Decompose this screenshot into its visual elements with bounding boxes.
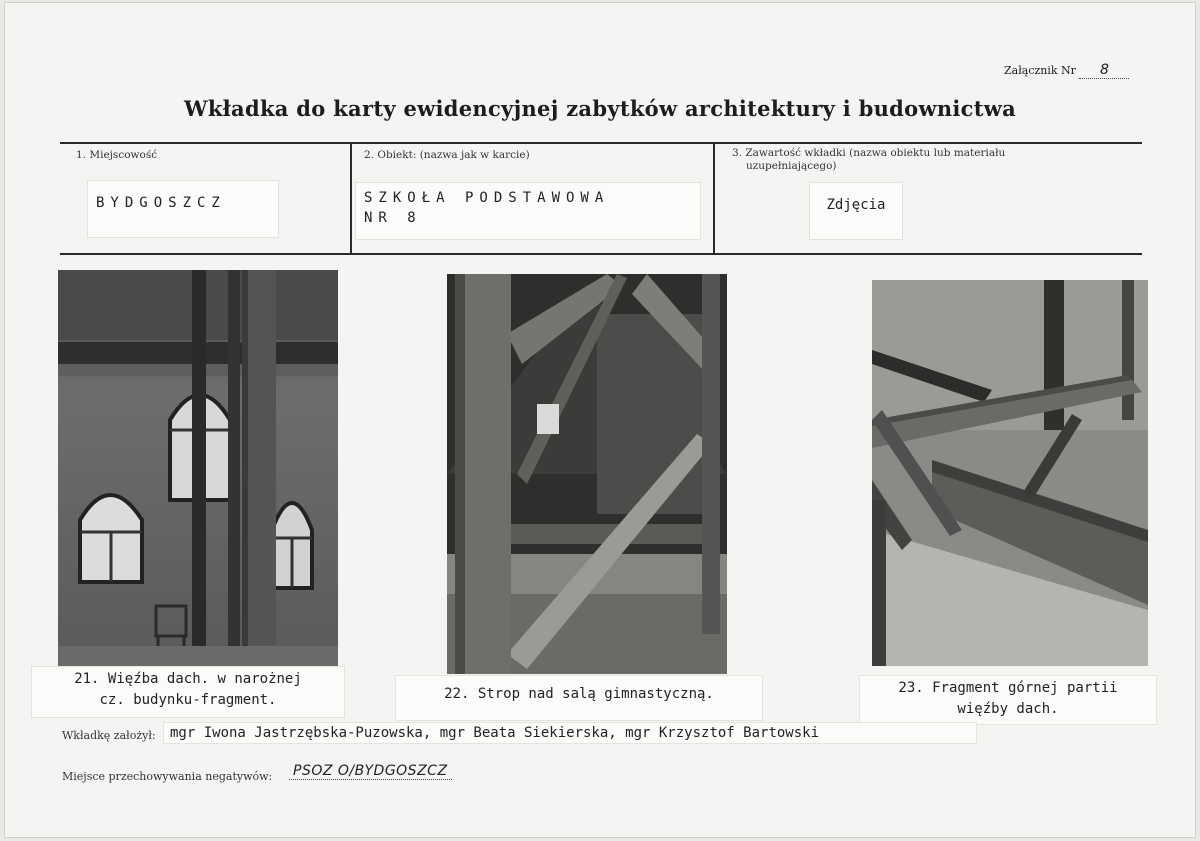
- photo-21-caption-line1: 21. Więźba dach. w narożnej: [74, 671, 302, 687]
- object-label: 2. Obiekt: (nazwa jak w karcie): [364, 149, 530, 161]
- locality-label: 1. Miejscowość: [76, 149, 158, 161]
- contents-label: [732, 147, 1092, 173]
- negatives-value: PSOZ O/BYDGOSZCZ: [289, 763, 452, 780]
- photo-21-caption: [32, 667, 344, 717]
- negatives-label: Miejsce przechowywania negatywów:: [62, 770, 273, 783]
- photo-23-image: [872, 280, 1148, 666]
- locality-value: BYDGOSZCZ: [88, 181, 278, 237]
- photo-23-caption: [860, 676, 1156, 724]
- photo-22: [447, 274, 727, 674]
- annex-value: 8: [1079, 62, 1129, 79]
- contents-label-line1: 3. Zawartość wkładki (nazwa obiektu lub materiału: [732, 147, 1006, 159]
- photo-21-caption-line2: cz. budynku-fragment.: [99, 692, 277, 708]
- photo-21-image: [58, 270, 338, 666]
- photo-22-caption: [396, 676, 762, 720]
- annex-label: Załącznik Nr: [1004, 64, 1076, 77]
- photo-23-caption-line2: więźby dach.: [957, 701, 1059, 717]
- header-top-rule: [60, 142, 1142, 144]
- photo-22-caption-line1: 22. Strop nad salą gimnastyczną.: [444, 686, 714, 702]
- photo-23-caption-line1: 23. Fragment górnej partii: [898, 680, 1118, 696]
- annex-number: [1004, 62, 1129, 79]
- photo-23: [872, 280, 1148, 666]
- object-value: [356, 183, 700, 239]
- contents-value: Zdjęcia: [810, 183, 902, 239]
- authors-value: mgr Iwona Jastrzębska-Puzowska, mgr Beata Siekierska, mgr Krzysztof Bartowski: [164, 723, 976, 743]
- contents-label-line2: uzupełniającego): [746, 160, 837, 172]
- authors-label: Wkładkę założył:: [62, 729, 156, 742]
- photo-21: [58, 270, 338, 666]
- page-title: Wkładka do karty ewidencyjnej zabytków architektury i budownictwa: [183, 96, 1017, 121]
- header-divider-2: [713, 143, 715, 254]
- header-bottom-rule: [60, 253, 1142, 255]
- object-value-line1: SZKOŁA PODSTAWOWA: [364, 190, 610, 206]
- header-divider-1: [350, 143, 352, 254]
- object-value-line2: NR 8: [364, 210, 422, 226]
- photo-22-image: [447, 274, 727, 674]
